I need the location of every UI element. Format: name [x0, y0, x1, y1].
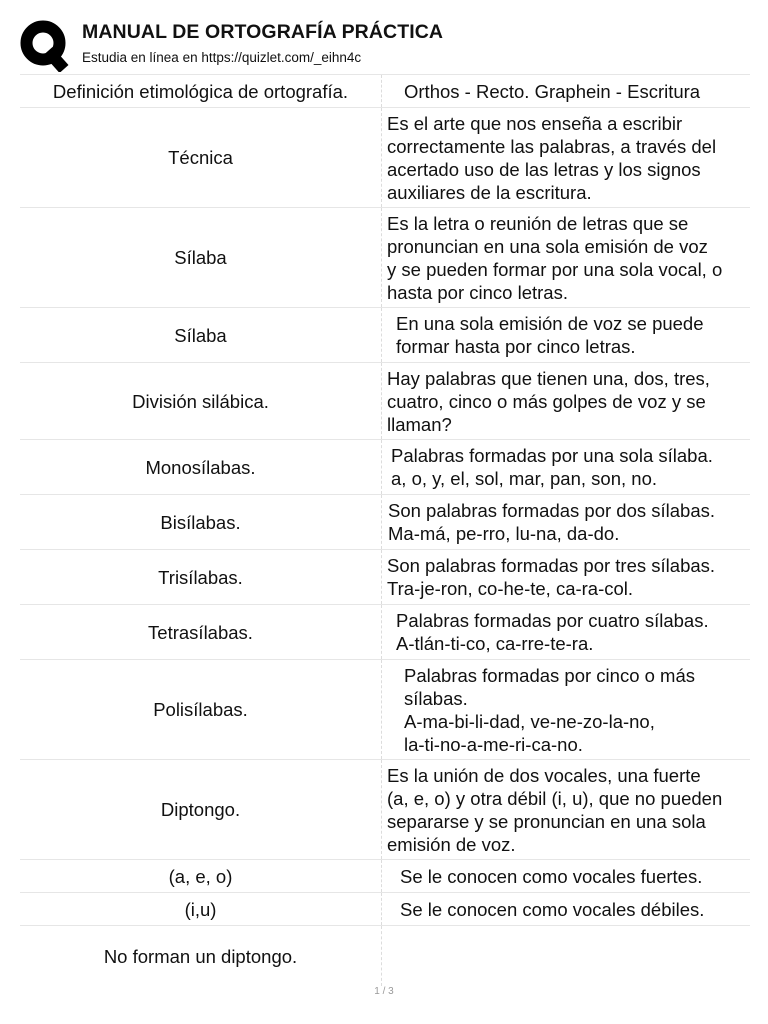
definition-cell	[382, 926, 750, 986]
definition-text: Es la letra o reunión de letras que se pronuncian en una sola emisión de voz y se pueden formar por una sola vocal, o hasta por cinco letras.	[387, 212, 723, 303]
definition-text: Es la unión de dos vocales, una fuerte (a, e, o) y otra débil (i, u), que no pueden separarse y se pronuncian en una sola emisión de voz.	[387, 764, 723, 855]
table-row	[20, 75, 750, 108]
term-cell: Tetrasílabas.	[20, 605, 382, 659]
term-cell: Monosílabas.	[20, 440, 382, 494]
definition-text: Se le conocen como vocales débiles.	[400, 898, 705, 920]
definition-cell	[382, 495, 750, 549]
term-cell: División silábica.	[20, 363, 382, 439]
definition-text: En una sola emisión de voz se puede formar hasta por cinco letras.	[396, 313, 704, 357]
definition-cell	[382, 75, 750, 107]
table-row	[20, 495, 750, 550]
definition-text: Son palabras formadas por tres sílabas. Tra-je-ron, co-he-te, ca-ra-col.	[387, 555, 716, 599]
definition-cell	[382, 208, 750, 307]
term-cell: (a, e, o)	[20, 860, 382, 892]
term-cell: Trisílabas.	[20, 550, 382, 604]
definition-cell	[382, 363, 750, 439]
definition-text: Orthos - Recto. Graphein - Escritura	[404, 80, 701, 102]
table-row	[20, 926, 750, 986]
definition-cell	[382, 550, 750, 604]
definition-cell	[382, 440, 750, 494]
table-row	[20, 893, 750, 926]
term-cell: Polisílabas.	[20, 660, 382, 759]
definition-cell	[382, 660, 750, 759]
definition-cell	[382, 893, 750, 925]
term-cell: Sílaba	[20, 308, 382, 362]
table-row	[20, 208, 750, 308]
term-cell: Técnica	[20, 108, 382, 207]
definition-text: Hay palabras que tienen una, dos, tres, cuatro, cinco o más golpes de voz y se llaman?	[387, 367, 710, 435]
table-row	[20, 550, 750, 605]
table-row	[20, 860, 750, 893]
definition-cell	[382, 760, 750, 859]
definition-cell	[382, 108, 750, 207]
definition-text: Palabras formadas por cuatro sílabas. A-tlán-ti-co, ca-rre-te-ra.	[396, 610, 709, 654]
definition-text: Palabras formadas por una sola sílaba. a, o, y, el, sol, mar, pan, son, no.	[391, 445, 713, 489]
table-row	[20, 660, 750, 760]
page-title: MANUAL DE ORTOGRAFÍA PRÁCTICA	[82, 21, 444, 43]
term-cell: Definición etimológica de ortografía.	[20, 75, 382, 107]
table-row	[20, 605, 750, 660]
study-online-link[interactable]: Estudia en línea en https://quizlet.com/_eihn4c	[82, 50, 362, 65]
term-cell: (i,u)	[20, 893, 382, 925]
definition-text: Palabras formadas por cinco o más sílabas. A-ma-bi-li-dad, ve-ne-zo-la-no, la-ti-no-a-me-ri-ca-no.	[404, 664, 695, 755]
definition-cell	[382, 308, 750, 362]
term-cell: Sílaba	[20, 208, 382, 307]
definition-text: Es el arte que nos enseña a escribir correctamente las palabras, a través del acertado uso de las letras y los signos auxiliares de la escritura.	[387, 112, 717, 203]
table-row	[20, 108, 750, 208]
quizlet-logo-icon[interactable]	[20, 18, 70, 72]
table-row	[20, 308, 750, 363]
page-number: 1 / 3	[374, 986, 394, 997]
term-cell: Bisílabas.	[20, 495, 382, 549]
page-header	[0, 0, 768, 74]
table-row	[20, 760, 750, 860]
term-cell: No forman un diptongo.	[20, 926, 382, 986]
definition-text: Se le conocen como vocales fuertes.	[400, 865, 703, 887]
term-cell: Diptongo.	[20, 760, 382, 859]
table-row	[20, 440, 750, 495]
definition-text: Son palabras formadas por dos sílabas. Ma-má, pe-rro, lu-na, da-do.	[388, 500, 716, 544]
table-row	[20, 363, 750, 440]
definition-cell	[382, 605, 750, 659]
definition-cell	[382, 860, 750, 892]
flashcard-table	[20, 74, 750, 986]
